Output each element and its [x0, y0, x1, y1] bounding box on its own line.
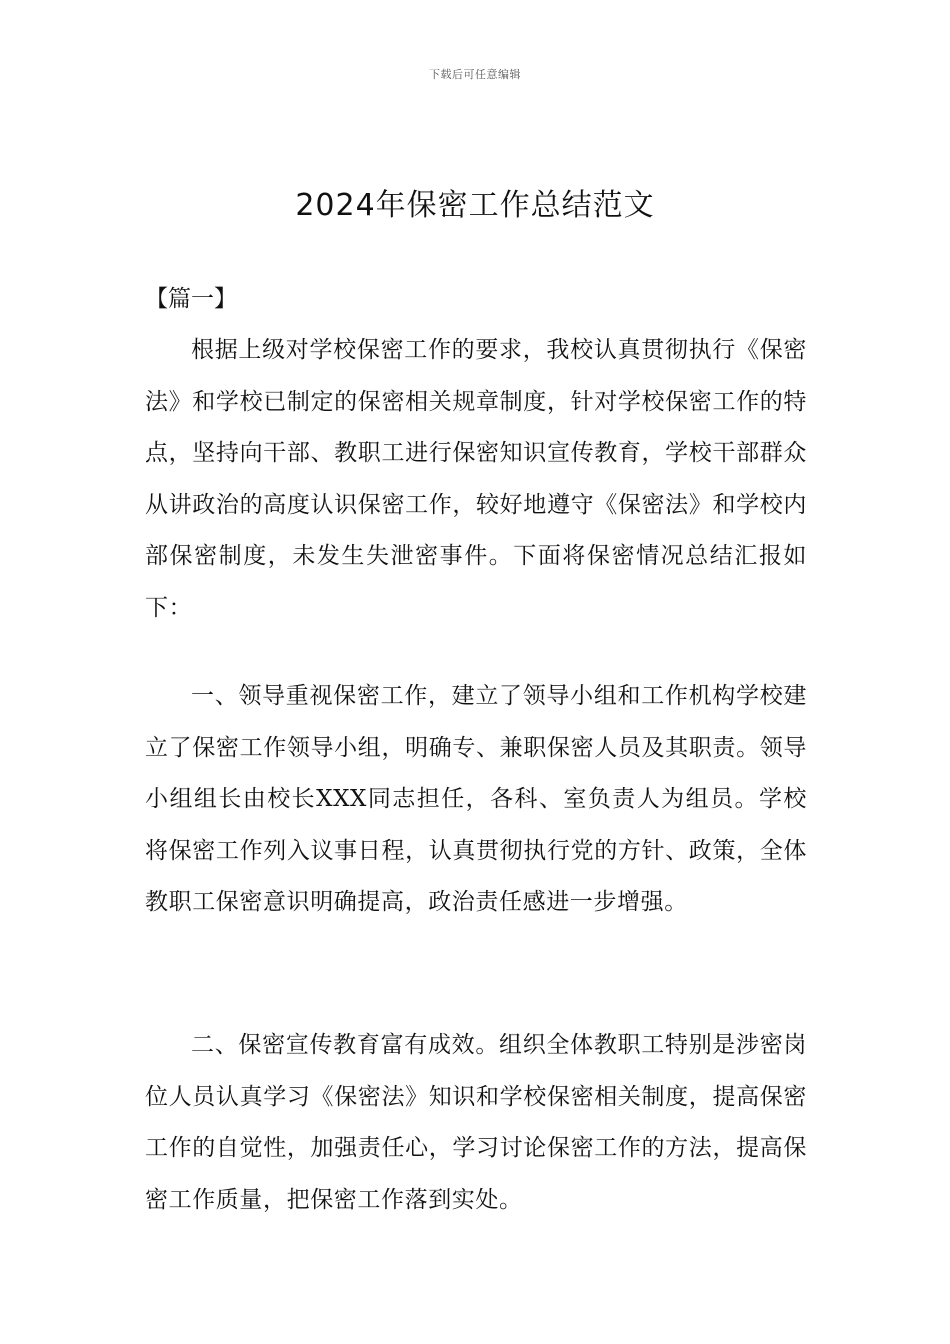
section-label: 【篇一】: [145, 286, 237, 312]
paragraph-intro: 根据上级对学校保密工作的要求，我校认真贯彻执行《保密法》和学校已制定的保密相关规章制度，针对学校保密工作的特点，坚持向干部、教职工进行保密知识宣传教育，学校干部群众从讲政治的高度认识保密工作，较好地遵守《保密法》和学校内部保密制度，未发生失泄密事件。下面将保密情况总结汇报如下：: [145, 337, 807, 621]
document-title: 2024年保密工作总结范文: [295, 188, 655, 223]
page-header-note: 下载后可任意编辑: [429, 68, 521, 81]
paragraph-section-two: 二、保密宣传教育富有成效。组织全体教职工特别是涉密岗位人员认真学习《保密法》知识和学校保密相关制度，提高保密工作的自觉性，加强责任心，学习讨论保密工作的方法，提高保密工作质量，把保密工作落到实处。: [145, 1032, 807, 1213]
paragraph-section-one: 一、领导重视保密工作，建立了领导小组和工作机构学校建立了保密工作领导小组，明确专、兼职保密人员及其职责。领导小组组长由校长XXX同志担任，各科、室负责人为组员。学校将保密工作列入议事日程，认真贯彻执行党的方针、政策，全体教职工保密意识明确提高，政治责任感进一步增强。: [145, 683, 807, 915]
